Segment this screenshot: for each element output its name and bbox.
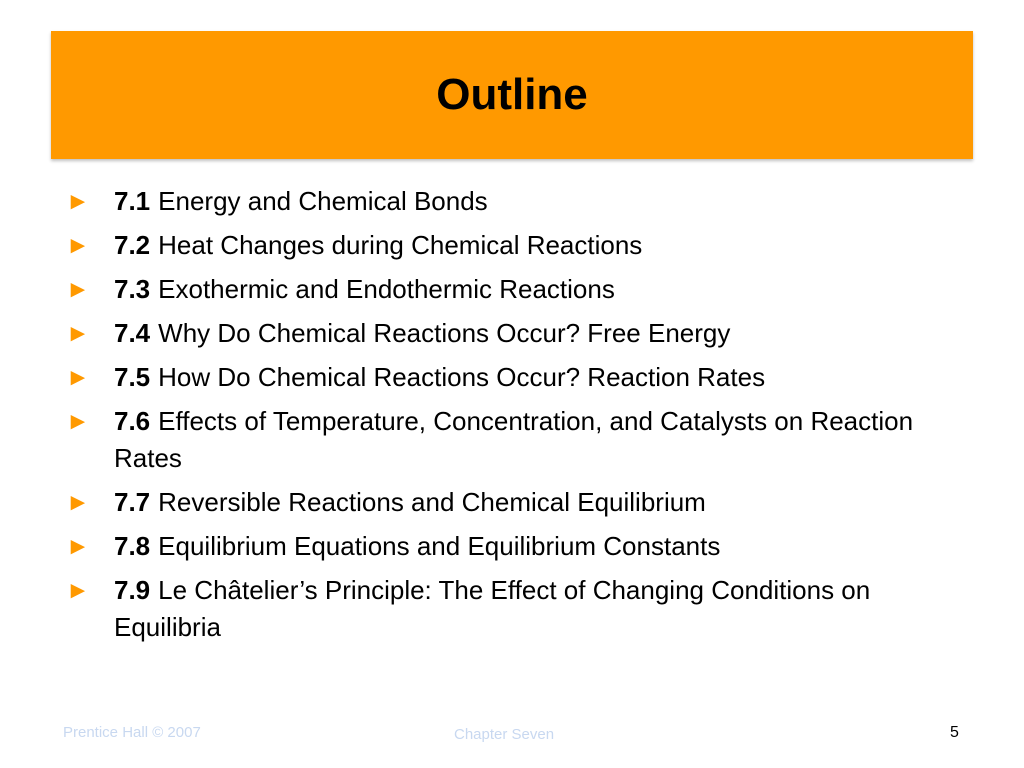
- section-title: Reversible Reactions and Chemical Equilibrium: [158, 487, 706, 517]
- bullet-arrow-icon: ►: [66, 408, 90, 435]
- list-item: [66, 528, 966, 565]
- list-item: [66, 227, 966, 264]
- list-item-text: [114, 403, 954, 477]
- page-number: 5: [950, 724, 959, 741]
- section-number: 7.6: [114, 406, 151, 436]
- footer-copyright: Prentice Hall © 2007: [63, 724, 201, 741]
- list-item-text: [114, 528, 954, 565]
- list-item-text: [114, 183, 954, 220]
- bullet-arrow-icon: ►: [66, 276, 90, 303]
- list-item: [66, 484, 966, 521]
- bullet-arrow-icon: ►: [66, 320, 90, 347]
- section-number: 7.3: [114, 274, 151, 304]
- list-item-text: [114, 359, 954, 396]
- section-title: Equilibrium Equations and Equilibrium Constants: [158, 531, 721, 561]
- list-item: [66, 359, 966, 396]
- list-item-text: [114, 315, 954, 352]
- list-item: [66, 183, 966, 220]
- list-item-text: [114, 572, 954, 646]
- section-number: 7.1: [114, 186, 151, 216]
- section-title: Energy and Chemical Bonds: [158, 186, 488, 216]
- bullet-arrow-icon: ►: [66, 188, 90, 215]
- section-title: How Do Chemical Reactions Occur? Reaction Rates: [158, 362, 766, 392]
- slide-title: Outline: [436, 70, 588, 119]
- title-bar: [51, 31, 973, 159]
- footer-chapter: Chapter Seven: [454, 726, 555, 743]
- list-item: [66, 403, 966, 477]
- list-item-text: [114, 271, 954, 308]
- section-title: Effects of Temperature, Concentration, and Catalysts on Reaction Rates: [114, 406, 914, 473]
- section-title: Heat Changes during Chemical Reactions: [158, 230, 643, 260]
- section-number: 7.9: [114, 575, 151, 605]
- section-title: Why Do Chemical Reactions Occur? Free Energy: [158, 318, 731, 348]
- outline-list: [66, 183, 966, 653]
- list-item: [66, 315, 966, 352]
- list-item-text: [114, 484, 954, 521]
- bullet-arrow-icon: ►: [66, 364, 90, 391]
- bullet-arrow-icon: ►: [66, 577, 90, 604]
- section-title: Exothermic and Endothermic Reactions: [158, 274, 615, 304]
- bullet-arrow-icon: ►: [66, 232, 90, 259]
- bullet-arrow-icon: ►: [66, 533, 90, 560]
- section-number: 7.4: [114, 318, 151, 348]
- list-item-text: [114, 227, 954, 264]
- section-number: 7.2: [114, 230, 151, 260]
- list-item: [66, 572, 966, 646]
- bullet-arrow-icon: ►: [66, 489, 90, 516]
- section-title: Le Châtelier’s Principle: The Effect of Changing Conditions on Equilibria: [114, 575, 871, 642]
- list-item: [66, 271, 966, 308]
- section-number: 7.5: [114, 362, 151, 392]
- section-number: 7.7: [114, 487, 151, 517]
- section-number: 7.8: [114, 531, 151, 561]
